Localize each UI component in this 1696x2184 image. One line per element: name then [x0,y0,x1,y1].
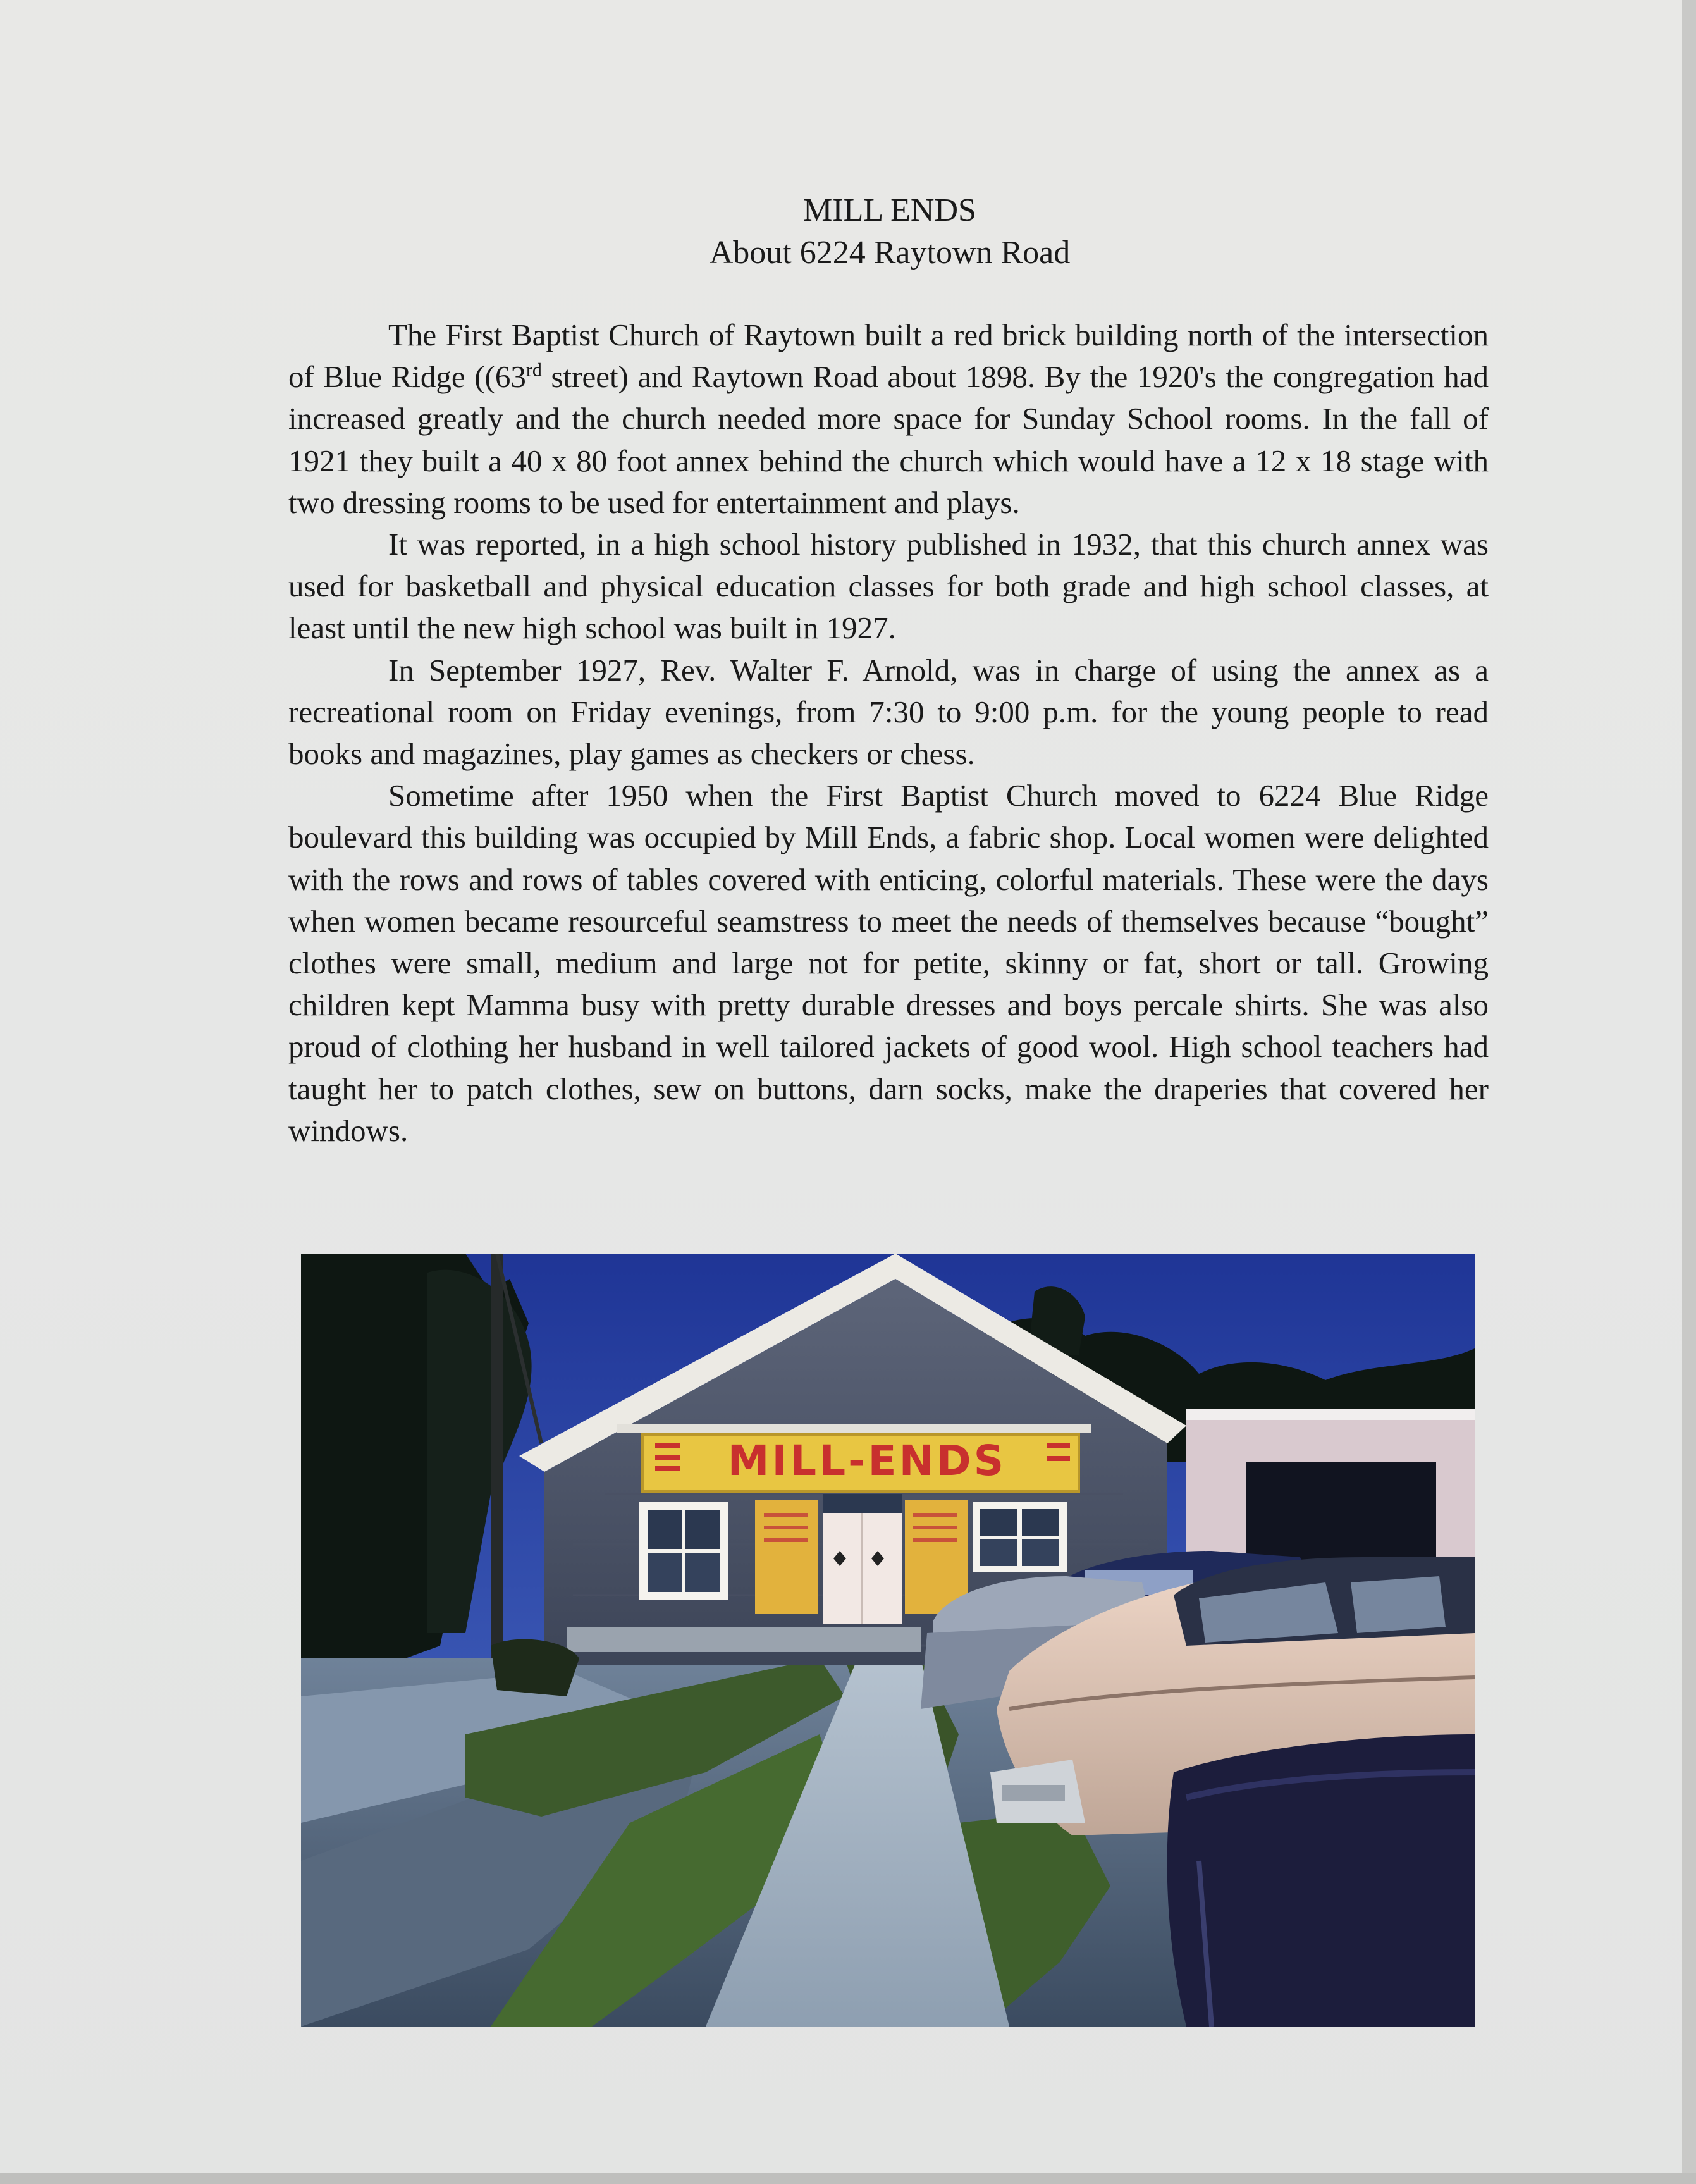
page-edge-shadow [1682,0,1696,2184]
paragraph-1-part-a: The First Baptist Church of Raytown built a red brick building north of the intersection of Blue Ridge ((63 [288,318,1489,395]
paragraph-1 [288,314,1489,524]
document-subtitle: About 6224 Raytown Road [709,235,1071,271]
paragraph-2: It was reported, in a high school history published in 1932, that this church annex was used for basketball and physical education classes for both grade and high school classes, at least until the new high school was built in 1927. [288,527,1489,646]
paragraph-3: In September 1927, Rev. Walter F. Arnold, was in charge of using the annex as a recreational room on Friday evenings, from 7:30 to 9:00 p.m. for the young people to read books and magazines, play games as checkers or chess. [288,652,1489,772]
document-title: MILL ENDS [803,192,976,228]
mill-ends-photo [301,1254,1475,2027]
sign-text: MILL-ENDS [727,1436,1007,1485]
paragraph-1-superscript: rd [525,359,542,381]
document-body [288,314,1489,1152]
paragraph-1-part-b: street) and Raytown Road about 1898. By the 1920's the congregation had increased greatly and the church needed more space for Sunday School rooms. In the fall of 1921 they built a 40 x 80 foot annex behind the church which would have a 12 x 18 stage with two dressing rooms to be used for entertainment and plays. [288,359,1489,520]
paragraph-4: Sometime after 1950 when the First Baptist Church moved to 6224 Blue Ridge boulevard this building was occupied by Mill Ends, a fabric shop. Local women were delighted with the rows and rows of tables covered with enticing, colorful materials. These were the days when women became resourceful seamstress to meet the needs of themselves because “bought” clothes were small, medium and large not for petite, skinny or fat, short or tall. Growing children kept Mamma busy with pretty durable dresses and boys percale shirts. She was also proud of clothing her husband in well tailored jackets of good wool. High school teachers had taught her to patch clothes, sew on buttons, darn socks, make the draperies that covered her windows. [288,778,1489,1148]
page-bottom-shadow [0,2173,1696,2184]
